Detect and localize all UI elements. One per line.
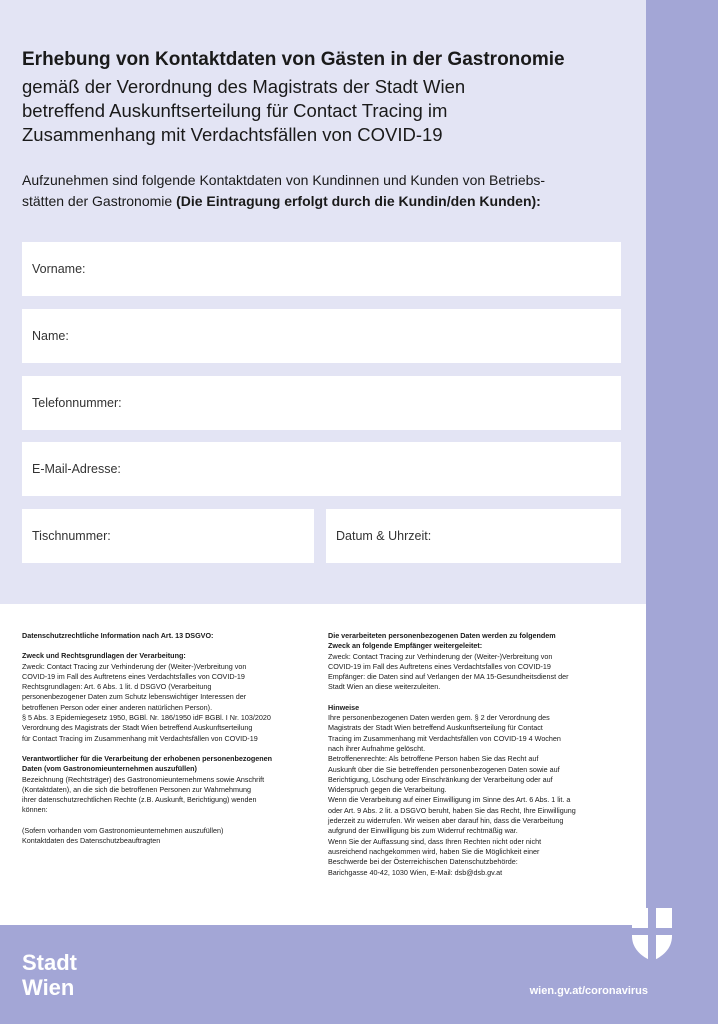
notes-line: Wenn die Verarbeitung auf einer Einwilligung im Sinne des Art. 6 Abs. 1 lit. a	[328, 795, 571, 805]
vorname-label: Vorname:	[32, 262, 86, 276]
dpo-line: Kontaktdaten des Datenschutzbeauftragten	[22, 836, 161, 846]
purpose-line: personenbezogener Daten zum Schutz lebenswichtiger Interessen der	[22, 692, 247, 702]
notes-line: Widerspruch gegen die Verarbeitung.	[328, 785, 447, 795]
recipients-heading: Zweck an folgende Empfänger weitergeleitet:	[328, 641, 483, 651]
stadt-wien-logo	[22, 950, 77, 1000]
page-title: Erhebung von Kontaktdaten von Gästen in der Gastronomie	[22, 49, 565, 70]
telefon-label: Telefonnummer:	[32, 396, 122, 410]
vienna-shield-icon	[630, 906, 674, 962]
name-field[interactable]	[22, 309, 621, 363]
notes-line: Tracing im Zusammenhang mit Verdachtsfällen von COVID-19 4 Wochen	[328, 733, 561, 743]
purpose-line: § 5 Abs. 3 Epidemiegesetz 1950, BGBl. Nr. 186/1950 idF BGBl. I Nr. 103/2020	[22, 713, 271, 723]
subtitle-line: Zusammenhang mit Verdachtsfällen von COVID-19	[22, 124, 443, 145]
notes-heading: Hinweise	[328, 702, 360, 712]
purpose-line: betroffenen Person oder einer anderen natürlichen Person).	[22, 702, 213, 712]
responsible-line: (Kontaktdaten), an die sich die betroffenen Personen zur Wahrnehmung	[22, 784, 251, 794]
tisch-field[interactable]	[22, 509, 314, 563]
notes-line: Betroffenenrechte: Als betroffene Person haben Sie das Recht auf	[328, 754, 539, 764]
side-band	[646, 0, 718, 925]
datum-label: Datum & Uhrzeit:	[336, 529, 432, 543]
notes-line: oder Art. 9 Abs. 2 lit. a DSGVO beruht, haben Sie das Recht, Ihre Einwilligung	[328, 805, 576, 815]
notes-line: ausreichend nachgekommen wird, haben Sie die Möglichkeit einer	[328, 846, 540, 856]
recipients-line: Zweck: Contact Tracing zur Verhinderung der (Weiter-)Verbreitung von	[328, 651, 553, 661]
footer-band	[0, 925, 718, 1024]
purpose-line: COVID-19 im Fall des Auftretens eines Verdachtsfalles von COVID-19	[22, 671, 245, 681]
subtitle-line: gemäß der Verordnung des Magistrats der Stadt Wien	[22, 76, 466, 97]
intro-line-text: stätten der Gastronomie	[22, 193, 177, 209]
datum-field[interactable]	[326, 509, 621, 563]
telefon-field[interactable]	[22, 376, 621, 430]
intro-line: Aufzunehmen sind folgende Kontaktdaten von Kundinnen und Kunden von Betriebs-	[22, 172, 546, 188]
dpo-line: (Sofern vorhanden vom Gastronomieunternehmen auszufüllen)	[22, 825, 224, 835]
intro-text	[22, 170, 622, 212]
notes-line: Wenn Sie der Auffassung sind, dass Ihren Rechten nicht oder nicht	[328, 836, 542, 846]
notes-line: Berichtigung, Löschung oder Einschränkung der Verarbeitung oder auf	[328, 774, 553, 784]
page-subtitle	[22, 75, 622, 147]
logo-line: Wien	[22, 975, 75, 1000]
email-label: E-Mail-Adresse:	[32, 462, 121, 476]
privacy-heading: Datenschutzrechtliche Information nach Art. 13 DSGVO:	[22, 631, 214, 640]
recipients-line: Stadt Wien an diese weiterzuleiten.	[328, 682, 441, 692]
subtitle-line: betreffend Auskunftserteilung für Contact Tracing im	[22, 100, 448, 121]
purpose-line: Verordnung des Magistrats der Stadt Wien betreffend Auskunftserteilung	[22, 723, 253, 733]
recipients-line: Empfänger: die Daten sind auf Verlangen der MA 15-Gesundheitsdienst der	[328, 672, 569, 682]
purpose-line: für Contact Tracing im Zusammenhang mit Verdachtsfällen von COVID-19	[22, 733, 258, 743]
recipients-heading: Die verarbeiteten personenbezogenen Daten werden zu folgendem	[328, 631, 556, 640]
notes-line: jederzeit zu widerrufen. Wir weisen aber darauf hin, dass die Verarbeitung	[328, 816, 564, 826]
notes-line: aufgrund der Einwilligung bis zum Widerruf rechtmäßig war.	[328, 826, 518, 836]
tisch-label: Tischnummer:	[32, 529, 111, 543]
notes-line: nach ihrer Aufnahme gelöscht.	[328, 743, 426, 753]
notes-line: Auskunft über die Sie betreffenden personenbezogenen Daten sowie auf	[328, 764, 560, 774]
notes-line: Beschwerde bei der Österreichischen Datenschutzbehörde:	[328, 857, 518, 867]
purpose-line: Zweck: Contact Tracing zur Verhinderung der (Weiter-)Verbreitung von	[22, 661, 247, 671]
recipients-line: COVID-19 im Fall des Auftretens eines Verdachtsfalles von COVID-19	[328, 661, 551, 671]
responsible-line: können:	[22, 805, 48, 815]
intro-line	[22, 191, 622, 212]
privacy-left-column	[22, 631, 322, 846]
vorname-field[interactable]	[22, 242, 621, 296]
responsible-heading: Daten (vom Gastronomieunternehmen auszufüllen)	[22, 764, 197, 774]
notes-line: Magistrats der Stadt Wien betreffend Auskunftserteilung für Contact	[328, 723, 543, 733]
logo-line: Stadt	[22, 950, 77, 975]
responsible-line: Bezeichnung (Rechtsträger) des Gastronomieunternehmens sowie Anschrift	[22, 774, 265, 784]
notes-line: Barichgasse 40-42, 1030 Wien, E-Mail: dsb@dsb.gv.at	[328, 867, 503, 877]
name-label: Name:	[32, 329, 69, 343]
responsible-line: ihrer datenschutzrechtlichen Rechte (z.B. Auskunft, Berichtigung) wenden	[22, 795, 257, 805]
privacy-right-column	[328, 631, 628, 878]
purpose-heading: Zweck und Rechtsgrundlagen der Verarbeitung:	[22, 651, 186, 661]
purpose-line: Rechtsgrundlagen: Art. 6 Abs. 1 lit. d DSGVO (Verarbeitung	[22, 682, 212, 692]
footer-url[interactable]: wien.gv.at/coronavirus	[529, 985, 648, 997]
intro-line-bold: (Die Eintragung erfolgt durch die Kundin/den Kunden):	[176, 193, 541, 209]
responsible-heading: Verantwortlicher für die Verarbeitung der erhobenen personenbezogenen	[22, 753, 273, 763]
email-field[interactable]	[22, 442, 621, 496]
notes-line: Ihre personenbezogenen Daten werden gem. § 2 der Verordnung des	[328, 713, 550, 723]
